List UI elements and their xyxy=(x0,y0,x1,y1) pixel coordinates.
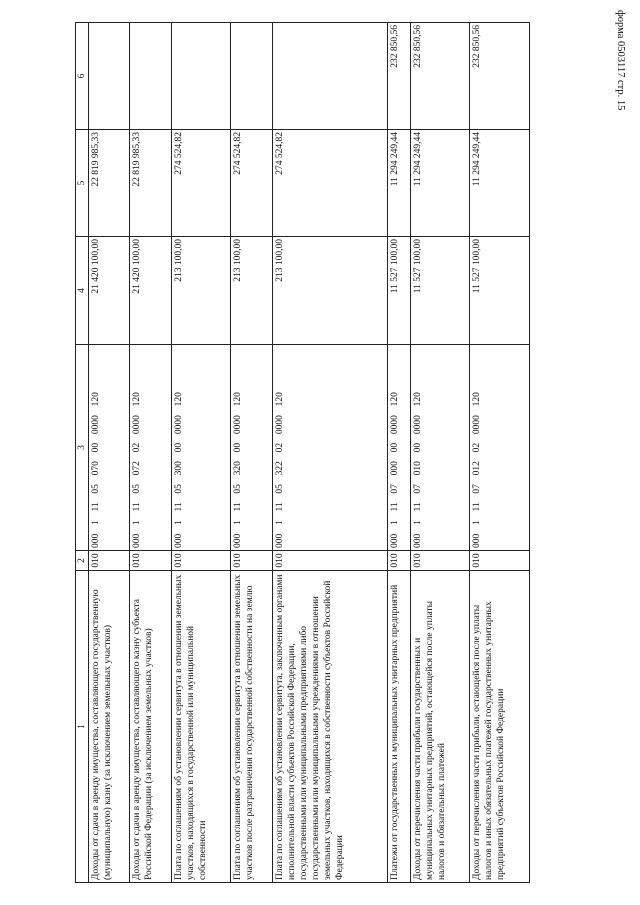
form-label: форма 0503117 стр. 15 xyxy=(615,10,626,111)
unexecuted-amount xyxy=(231,23,272,130)
table-row xyxy=(130,23,171,883)
table-row xyxy=(171,23,231,883)
column-number-row xyxy=(76,23,89,883)
approved-amount: 11 527 100,00 xyxy=(470,237,530,345)
unexecuted-amount xyxy=(130,23,171,130)
unexecuted-amount xyxy=(272,23,387,130)
table-row xyxy=(89,23,130,883)
executed-amount: 274 524,82 xyxy=(171,130,231,237)
row-name: Доходы от сдачи в аренду имущества, составляющего казну субъекта Российской Федерации (за исключением земельных участков) xyxy=(130,571,171,883)
row-name: Плата по соглашениям об установлении сервитута, заключенным органами исполнительной власти субъектов Российской Федерации, государственными или муниципальными предприятиями либо государственными или муниципальными учреждениями в отношении земельных участков, находящихся в собственности субъектов Российской Федерации xyxy=(272,571,387,883)
line-code: 010 xyxy=(89,551,130,571)
budget-code: 000 1 11 05 320 00 0000 120 xyxy=(231,345,272,551)
executed-amount: 274 524,82 xyxy=(272,130,387,237)
approved-amount: 21 420 100,00 xyxy=(89,237,130,345)
rotated-table-container xyxy=(75,23,530,883)
column-number: 6 xyxy=(76,23,89,130)
row-name: Доходы от сдачи в аренду имущества, составляющего государственную (муниципальную) казну (за исключением земельных участков) xyxy=(89,571,130,883)
executed-amount: 11 294 249,44 xyxy=(410,130,470,237)
line-code: 010 xyxy=(231,551,272,571)
unexecuted-amount: 232 850,56 xyxy=(410,23,470,130)
executed-amount: 11 294 249,44 xyxy=(387,130,410,237)
approved-amount: 11 527 100,00 xyxy=(387,237,410,345)
unexecuted-amount: 232 850,56 xyxy=(387,23,410,130)
unexecuted-amount xyxy=(89,23,130,130)
executed-amount: 22 819 985,33 xyxy=(89,130,130,237)
row-name: Доходы от перечисления части прибыли государственных и муниципальных унитарных предприятий, остающейся после уплаты налогов и обязательных платежей xyxy=(410,571,470,883)
budget-code: 000 1 11 07 010 00 0000 120 xyxy=(410,345,470,551)
table-body xyxy=(89,23,530,883)
table-row xyxy=(231,23,272,883)
executed-amount: 274 524,82 xyxy=(231,130,272,237)
line-code: 010 xyxy=(470,551,530,571)
unexecuted-amount xyxy=(171,23,231,130)
budget-code: 000 1 11 07 000 00 0000 120 xyxy=(387,345,410,551)
table-row xyxy=(387,23,410,883)
table-header xyxy=(76,23,89,883)
line-code: 010 xyxy=(387,551,410,571)
table-row xyxy=(272,23,387,883)
table-row xyxy=(410,23,470,883)
budget-code: 000 1 11 05 072 02 0000 120 xyxy=(130,345,171,551)
approved-amount: 21 420 100,00 xyxy=(130,237,171,345)
approved-amount: 11 527 100,00 xyxy=(410,237,470,345)
row-name: Доходы от перечисления части прибыли, остающейся после уплаты налогов и иных обязательных платежей государственных унитарных предприятий субъектов Российской Федерации xyxy=(470,571,530,883)
approved-amount: 213 100,00 xyxy=(231,237,272,345)
approved-amount: 213 100,00 xyxy=(272,237,387,345)
budget-code: 000 1 11 05 322 02 0000 120 xyxy=(272,345,387,551)
revenue-table xyxy=(75,22,530,883)
line-code: 010 xyxy=(171,551,231,571)
table-row xyxy=(470,23,530,883)
row-name: Платежи от государственных и муниципальных унитарных предприятий xyxy=(387,571,410,883)
line-code: 010 xyxy=(272,551,387,571)
executed-amount: 22 819 985,33 xyxy=(130,130,171,237)
row-name: Плата по соглашениям об установлении сервитута в отношении земельных участков, находящихся в государственной или муниципальной собственности xyxy=(171,571,231,883)
row-name: Плата по соглашениям об установлении сервитута в отношении земельных участков после разграничения государственной собственности на землю xyxy=(231,571,272,883)
column-number: 1 xyxy=(76,571,89,883)
budget-code: 000 1 11 05 070 00 0000 120 xyxy=(89,345,130,551)
line-code: 010 xyxy=(410,551,470,571)
column-number: 3 xyxy=(76,345,89,551)
approved-amount: 213 100,00 xyxy=(171,237,231,345)
column-number: 4 xyxy=(76,237,89,345)
budget-code: 000 1 11 07 012 02 0000 120 xyxy=(470,345,530,551)
line-code: 010 xyxy=(130,551,171,571)
executed-amount: 11 294 249,44 xyxy=(470,130,530,237)
column-number: 2 xyxy=(76,551,89,571)
budget-code: 000 1 11 05 300 00 0000 120 xyxy=(171,345,231,551)
unexecuted-amount: 232 850,56 xyxy=(470,23,530,130)
column-number: 5 xyxy=(76,130,89,237)
